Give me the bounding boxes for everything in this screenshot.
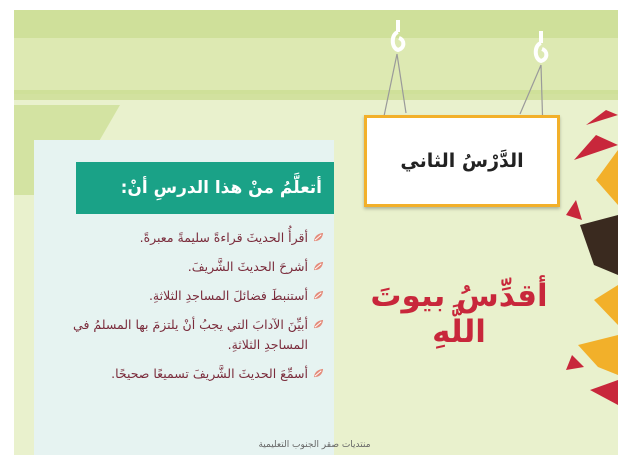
decorative-star-pattern: [566, 105, 618, 410]
leaf-bullet-icon: [313, 290, 324, 301]
leaf-bullet-icon: [313, 261, 324, 272]
lesson-title: أقدِّسُ بيوتَ اللَّهِ: [370, 278, 548, 350]
footer-watermark: منتديات صقر الجنوب التعليمية: [258, 440, 371, 450]
objective-item: [42, 315, 324, 355]
objective-text: أستنبطَ فضائلَ المساجدِ الثلاثةِ.: [148, 288, 308, 303]
leaf-bullet-icon: [313, 368, 324, 379]
textbook-page: [14, 10, 618, 455]
objective-item: [42, 364, 324, 384]
leaf-bullet-icon: [313, 232, 324, 243]
hanger-hook-icon: [530, 28, 552, 68]
hanger-hook-icon: [387, 20, 409, 54]
objective-item: [42, 228, 324, 248]
lesson-number-label: الدَّرْسُ الثاني: [400, 150, 524, 172]
objective-text: أقرأُ الحديثَ قراءةً سليمةً معبرةً.: [139, 230, 308, 245]
objective-text: أسمِّعَ الحديثَ الشَّريفَ تسميعًا صحيحًا.: [111, 366, 308, 381]
lesson-number-sign: [364, 115, 560, 207]
objectives-heading: أتعلَّمُ منْ هذا الدرسِ أنْ:: [120, 178, 322, 198]
objectives-list: [42, 228, 324, 393]
objective-text: أبيِّنَ الآدابَ التي يجبُ أنْ يلتزمَ بها المسلمُ في المساجدِ الثلاثةِ.: [73, 317, 308, 352]
objectives-header: [76, 162, 334, 214]
leaf-bullet-icon: [313, 319, 324, 330]
objective-text: أشرحَ الحديثَ الشَّريفَ.: [187, 259, 308, 274]
objective-item: [42, 286, 324, 306]
objective-item: [42, 257, 324, 277]
